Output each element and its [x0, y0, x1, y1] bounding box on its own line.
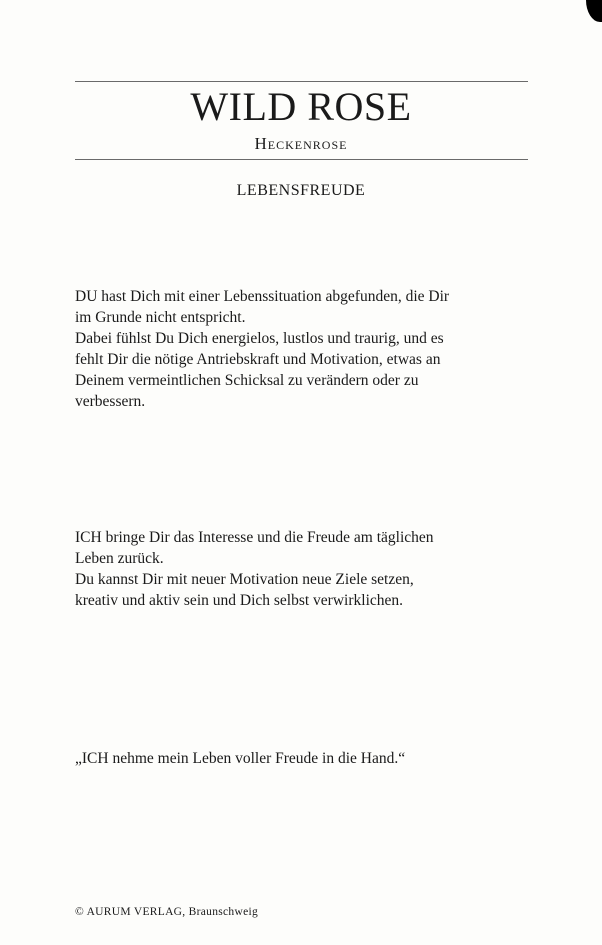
paragraph-line: ICH bringe Dir das Interesse und die Freude am täglichen [75, 529, 434, 546]
bottom-divider [75, 159, 528, 160]
affirmation: „ICH nehme mein Leben voller Freude in die Hand.“ [75, 750, 406, 767]
top-divider [75, 81, 528, 82]
card-subtitle: Heckenrose [254, 134, 348, 153]
paragraph-line: kreativ und aktiv sein und Dich selbst verwirklichen. [75, 592, 404, 609]
paragraph-line: Leben zurück. [75, 550, 164, 567]
card-theme: LEBENSFREUDE [236, 182, 366, 199]
paragraph-line: im Grunde nicht entspricht. [75, 309, 246, 326]
copyright-footer: © AURUM VERLAG, Braunschweig [75, 906, 259, 918]
paragraph-line: Deinem vermeintlichen Schicksal zu verändern oder zu [75, 372, 419, 389]
card-corner [586, 0, 602, 22]
paragraph-line: Du kannst Dir mit neuer Motivation neue Ziele setzen, [75, 571, 414, 588]
paragraph-line: Dabei fühlst Du Dich energielos, lustlos und traurig, und es [75, 330, 444, 347]
paragraph-line: verbessern. [75, 393, 146, 410]
paragraph-line: DU hast Dich mit einer Lebenssituation abgefunden, die Dir [75, 288, 450, 305]
card-title: WILD ROSE [190, 84, 412, 129]
paragraph-line: fehlt Dir die nötige Antriebskraft und Motivation, etwas an [75, 351, 441, 368]
remedy-paragraph [75, 527, 545, 611]
problem-paragraph [75, 286, 545, 412]
